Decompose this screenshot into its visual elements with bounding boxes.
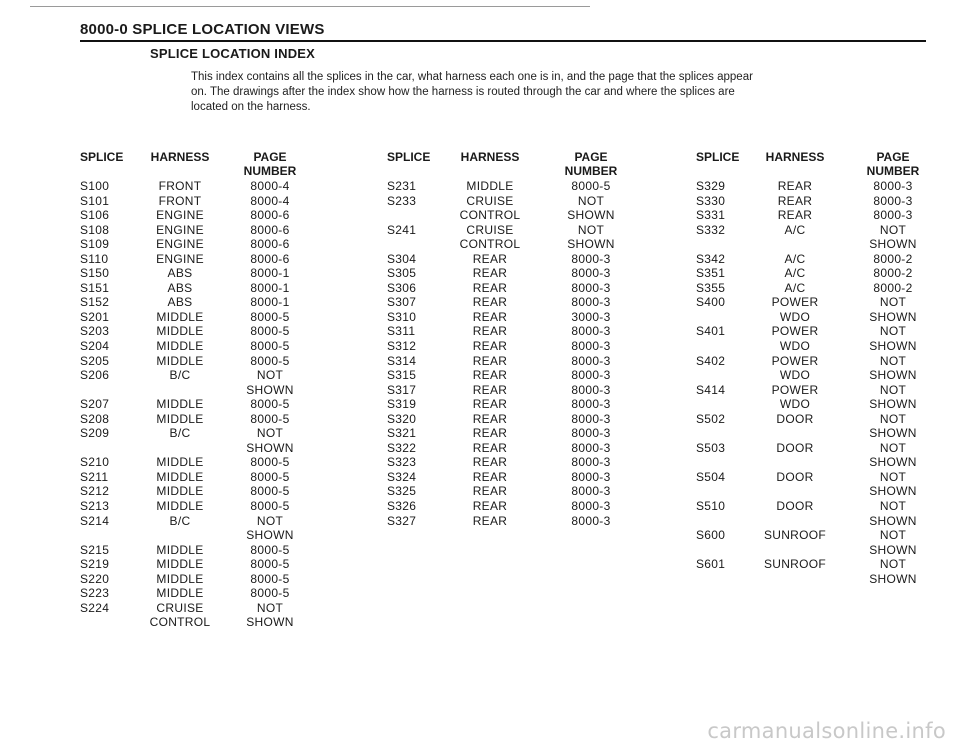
harness-cell: REAR (472, 499, 508, 514)
harness-cell: CRUISE (466, 193, 514, 208)
splice-cell: S233 (387, 193, 417, 208)
page-cell: 8000-2 (873, 266, 913, 281)
harness-cell (745, 572, 845, 587)
harness-cell: A/C (784, 251, 806, 266)
splice-cell: S211 (80, 469, 109, 484)
harness-column (440, 150, 540, 528)
page-header-line: PAGE (574, 150, 608, 164)
harness-cell: REAR (472, 426, 508, 441)
page-cell: 8000-6 (250, 237, 290, 252)
page-cell: NOT (879, 499, 907, 514)
splice-column-header: SPLICE (80, 150, 124, 164)
page-cell: 3000-3 (571, 309, 611, 324)
splice-cell: S319 (387, 397, 417, 412)
page-cell: SHOWN (869, 455, 917, 470)
intro-paragraph (191, 70, 871, 115)
page-cell: 8000-5 (571, 179, 611, 193)
harness-cell: MIDDLE (156, 499, 204, 514)
harness-cell (745, 514, 845, 529)
page-cell: NOT (879, 557, 907, 572)
harness-cell: WDO (779, 397, 811, 412)
harness-cell (130, 441, 230, 456)
harness-cell: REAR (472, 368, 508, 383)
splice-cell: S152 (80, 295, 110, 310)
page-cell: 8000-1 (250, 280, 290, 295)
section-title: SPLICE LOCATION INDEX (150, 46, 316, 61)
harness-cell (745, 543, 845, 558)
page-cell: 8000-3 (873, 179, 913, 193)
harness-cell: ABS (167, 295, 193, 310)
harness-cell (745, 237, 845, 252)
splice-cell: S331 (696, 208, 726, 223)
splice-cell: S205 (80, 353, 110, 368)
harness-cell: CONTROL (149, 615, 211, 630)
splice-cell: S351 (696, 266, 726, 281)
splice-cell: S502 (696, 411, 726, 426)
harness-cell: B/C (169, 368, 191, 383)
harness-cell: FRONT (158, 193, 202, 208)
splice-cell: S304 (387, 251, 417, 266)
splice-cell: S504 (696, 469, 726, 484)
harness-cell: REAR (472, 309, 508, 324)
splice-cell: S214 (80, 513, 110, 528)
splice-column (387, 150, 447, 528)
harness-cell: REAR (472, 266, 508, 281)
harness-cell (130, 383, 230, 398)
splice-cell: S223 (80, 586, 110, 601)
harness-cell: MIDDLE (156, 571, 204, 586)
page-cell: 8000-6 (250, 222, 290, 237)
harness-cell: WDO (779, 368, 811, 383)
splice-cell: S307 (387, 295, 417, 310)
page-cell: NOT (879, 295, 907, 310)
harness-cell: REAR (472, 513, 508, 528)
page-cell: SHOWN (869, 571, 917, 586)
page-cell: NOT (879, 324, 907, 339)
splice-cell: S219 (80, 557, 110, 572)
harness-cell: REAR (472, 339, 508, 354)
page-cell: NOT (256, 600, 284, 615)
splice-cell: S329 (696, 179, 726, 193)
harness-cell: B/C (169, 513, 191, 528)
page-cell: 8000-3 (571, 426, 611, 441)
splice-cell: S332 (696, 222, 726, 237)
splice-cell: S402 (696, 353, 726, 368)
page-column-header (556, 150, 626, 179)
harness-cell: REAR (777, 193, 813, 208)
splice-cell: S106 (80, 208, 110, 223)
splice-cell: S209 (80, 426, 110, 441)
page-cell: 8000-5 (250, 411, 290, 426)
page-cell: 8000-3 (571, 469, 611, 484)
page-cell: NOT (256, 368, 284, 383)
splice-cell: S241 (387, 222, 417, 237)
page-cell: 8000-5 (250, 339, 290, 354)
title-rule (80, 40, 926, 42)
page-cell: NOT (879, 353, 907, 368)
harness-cell: ENGINE (156, 222, 204, 237)
page-cell: NOT (879, 222, 907, 237)
watermark-text: carmanualsonline.info (707, 719, 946, 743)
splice-cell: S204 (80, 339, 110, 354)
page-cell: 8000-4 (250, 179, 290, 193)
top-rule (30, 6, 590, 7)
splice-cell: S330 (696, 193, 726, 208)
harness-cell: DOOR (776, 499, 814, 514)
harness-column (745, 150, 845, 586)
page-cell: SHOWN (246, 440, 294, 455)
harness-cell: REAR (777, 208, 813, 223)
harness-cell: CONTROL (459, 237, 521, 252)
harness-cell: MIDDLE (156, 309, 204, 324)
intro-line: located on the harness. (191, 101, 311, 113)
harness-column-header: HARNESS (150, 150, 210, 164)
harness-column (130, 150, 230, 630)
harness-cell: A/C (784, 280, 806, 295)
harness-cell: CRUISE (156, 600, 204, 615)
splice-cell: S206 (80, 368, 110, 383)
page-header-line: NUMBER (564, 164, 618, 178)
harness-cell (745, 426, 845, 441)
harness-cell: REAR (472, 440, 508, 455)
splice-cell: S321 (387, 426, 417, 441)
splice-cell: S314 (387, 353, 417, 368)
page-cell: SHOWN (869, 484, 917, 499)
harness-cell: WDO (779, 309, 811, 324)
page-header-line: NUMBER (243, 164, 297, 178)
harness-cell: MIDDLE (156, 484, 204, 499)
page-column-header (858, 150, 928, 179)
splice-cell: S323 (387, 455, 417, 470)
page-cell: 8000-6 (250, 251, 290, 266)
splice-cell: S306 (387, 280, 417, 295)
splice-cell: S208 (80, 411, 110, 426)
harness-cell: REAR (472, 324, 508, 339)
harness-cell: B/C (169, 426, 191, 441)
page-cell: NOT (577, 222, 605, 237)
harness-cell: POWER (771, 324, 819, 339)
harness-cell: ENGINE (156, 251, 204, 266)
page-cell: SHOWN (869, 426, 917, 441)
harness-cell: FRONT (158, 179, 202, 193)
intro-line: on. The drawings after the index show how the harness is routed through the car and where the splices are (191, 86, 735, 98)
page-cell: 8000-5 (250, 455, 290, 470)
harness-column-header: HARNESS (765, 150, 825, 164)
page-cell: 8000-5 (250, 469, 290, 484)
page-column (235, 150, 305, 630)
splice-cell: S110 (80, 251, 109, 266)
harness-cell: ENGINE (156, 237, 204, 252)
page-column (556, 150, 626, 528)
page-cell: 8000-3 (873, 193, 913, 208)
splice-cell: S326 (387, 499, 417, 514)
splice-cell: S101 (80, 193, 110, 208)
page-cell: 8000-5 (250, 542, 290, 557)
splice-cell: S400 (696, 295, 726, 310)
page-cell: 8000-4 (250, 193, 290, 208)
splice-cell: S342 (696, 251, 726, 266)
splice-cell: S207 (80, 397, 110, 412)
splice-cell: S210 (80, 455, 110, 470)
page-cell: 8000-3 (571, 266, 611, 281)
page-cell: NOT (256, 426, 284, 441)
page-cell: 8000-3 (571, 295, 611, 310)
page-cell: NOT (256, 513, 284, 528)
harness-cell: MIDDLE (156, 557, 204, 572)
page-cell: 8000-3 (571, 339, 611, 354)
splice-cell: S109 (80, 237, 110, 252)
harness-cell: SUNROOF (763, 557, 827, 572)
splice-cell: S601 (696, 557, 726, 572)
splice-cell: S503 (696, 440, 726, 455)
harness-column-header: HARNESS (460, 150, 520, 164)
splice-cell: S150 (80, 266, 110, 281)
splice-cell: S215 (80, 542, 110, 557)
page-cell: 8000-3 (571, 440, 611, 455)
page-column-header (235, 150, 305, 179)
splice-cell: S322 (387, 440, 417, 455)
page-cell: NOT (879, 469, 907, 484)
page-cell: 8000-3 (571, 499, 611, 514)
page-cell: 8000-3 (571, 411, 611, 426)
page-cell: 8000-5 (250, 397, 290, 412)
page-cell: 8000-5 (250, 499, 290, 514)
splice-cell: S311 (387, 324, 416, 339)
harness-cell: ENGINE (156, 208, 204, 223)
splice-column-header: SPLICE (387, 150, 431, 164)
harness-cell (130, 528, 230, 543)
harness-cell: POWER (771, 353, 819, 368)
harness-cell: A/C (784, 266, 806, 281)
page-cell: 8000-1 (250, 295, 290, 310)
harness-cell: MIDDLE (156, 586, 204, 601)
page-cell: 8000-3 (571, 280, 611, 295)
splice-cell: S315 (387, 368, 417, 383)
harness-cell: MIDDLE (156, 455, 204, 470)
splice-cell: S327 (387, 513, 417, 528)
page-header-line: PAGE (253, 150, 287, 164)
page-cell: 8000-5 (250, 309, 290, 324)
page-cell: 8000-3 (873, 208, 913, 223)
splice-cell: S355 (696, 280, 726, 295)
harness-cell: MIDDLE (156, 397, 204, 412)
harness-cell: CONTROL (459, 208, 521, 223)
splice-cell: S324 (387, 469, 417, 484)
harness-cell: REAR (472, 469, 508, 484)
harness-cell: REAR (472, 411, 508, 426)
splice-cell: S320 (387, 411, 417, 426)
page-cell: 8000-5 (250, 324, 290, 339)
harness-cell: REAR (472, 455, 508, 470)
harness-cell: ABS (167, 280, 193, 295)
page-column (858, 150, 928, 586)
harness-cell: SUNROOF (763, 528, 827, 543)
splice-cell: S151 (80, 280, 110, 295)
page-cell: 8000-2 (873, 280, 913, 295)
harness-cell: DOOR (776, 440, 814, 455)
harness-cell: DOOR (776, 411, 814, 426)
splice-cell: S201 (80, 309, 110, 324)
page-cell: SHOWN (246, 615, 294, 630)
intro-line: This index contains all the splices in the car, what harness each one is in, and the page that the splices appear (191, 71, 753, 83)
page-cell: 8000-3 (571, 251, 611, 266)
harness-cell: REAR (472, 353, 508, 368)
harness-cell: MIDDLE (466, 179, 514, 193)
splice-cell: S510 (696, 499, 726, 514)
harness-cell: MIDDLE (156, 411, 204, 426)
page-cell: 8000-5 (250, 571, 290, 586)
harness-cell: MIDDLE (156, 324, 204, 339)
harness-cell: WDO (779, 339, 811, 354)
page-cell: 8000-3 (571, 382, 611, 397)
page-cell: 8000-3 (571, 513, 611, 528)
page-cell: SHOWN (567, 237, 615, 252)
page-cell: 8000-5 (250, 557, 290, 572)
page-cell: NOT (879, 440, 907, 455)
page-cell: SHOWN (567, 208, 615, 223)
splice-cell: S305 (387, 266, 417, 281)
page-cell: 8000-3 (571, 484, 611, 499)
splice-cell: S600 (696, 528, 726, 543)
splice-cell: S325 (387, 484, 417, 499)
page-cell: SHOWN (869, 368, 917, 383)
page-cell: NOT (577, 193, 605, 208)
splice-cell: S401 (696, 324, 726, 339)
splice-cell: S220 (80, 571, 110, 586)
page-title: 8000-0 SPLICE LOCATION VIEWS (80, 21, 325, 38)
harness-cell: REAR (472, 280, 508, 295)
splice-cell: S231 (387, 179, 417, 193)
harness-cell: REAR (472, 397, 508, 412)
harness-cell: REAR (472, 382, 508, 397)
harness-cell: REAR (472, 295, 508, 310)
page-cell: SHOWN (869, 513, 917, 528)
page-cell: 8000-2 (873, 251, 913, 266)
page-cell: SHOWN (869, 309, 917, 324)
page-cell: 8000-3 (571, 324, 611, 339)
splice-cell: S203 (80, 324, 110, 339)
harness-cell: DOOR (776, 469, 814, 484)
harness-cell: A/C (784, 222, 806, 237)
page-cell: 8000-3 (571, 455, 611, 470)
harness-cell (745, 455, 845, 470)
page-cell: 8000-3 (571, 397, 611, 412)
page-cell: 8000-3 (571, 353, 611, 368)
page-cell: SHOWN (869, 237, 917, 252)
splice-cell: S108 (80, 222, 110, 237)
page-cell: SHOWN (246, 382, 294, 397)
harness-cell: MIDDLE (156, 353, 204, 368)
page-cell: 8000-5 (250, 586, 290, 601)
page-header-line: NUMBER (866, 164, 920, 178)
page-cell: SHOWN (869, 397, 917, 412)
page-cell: SHOWN (869, 339, 917, 354)
page-cell: NOT (879, 411, 907, 426)
page-header-line: PAGE (876, 150, 910, 164)
page-cell: 8000-3 (571, 368, 611, 383)
harness-cell: CRUISE (466, 222, 514, 237)
splice-cell: S100 (80, 179, 110, 193)
harness-cell: POWER (771, 295, 819, 310)
splice-cell: S317 (387, 382, 417, 397)
harness-cell: REAR (777, 179, 813, 193)
splice-cell: S414 (696, 382, 726, 397)
page-cell: 8000-6 (250, 208, 290, 223)
harness-cell: REAR (472, 251, 508, 266)
splice-cell (387, 237, 447, 252)
splice-cell (387, 208, 447, 223)
page-cell: SHOWN (246, 528, 294, 543)
page-cell: 8000-1 (250, 266, 290, 281)
page-cell: NOT (879, 528, 907, 543)
splice-cell: S224 (80, 600, 110, 615)
harness-cell: ABS (167, 266, 193, 281)
splice-cell: S213 (80, 499, 110, 514)
harness-cell: MIDDLE (156, 339, 204, 354)
harness-cell: REAR (472, 484, 508, 499)
harness-cell (745, 484, 845, 499)
splice-cell: S312 (387, 339, 417, 354)
page-cell: 8000-5 (250, 353, 290, 368)
page-cell: NOT (879, 382, 907, 397)
page-cell: 8000-5 (250, 484, 290, 499)
page-cell: SHOWN (869, 542, 917, 557)
harness-cell: POWER (771, 382, 819, 397)
splice-cell: S310 (387, 309, 417, 324)
splice-cell: S212 (80, 484, 110, 499)
harness-cell: MIDDLE (156, 542, 204, 557)
harness-cell: MIDDLE (156, 469, 204, 484)
splice-column-header: SPLICE (696, 150, 740, 164)
